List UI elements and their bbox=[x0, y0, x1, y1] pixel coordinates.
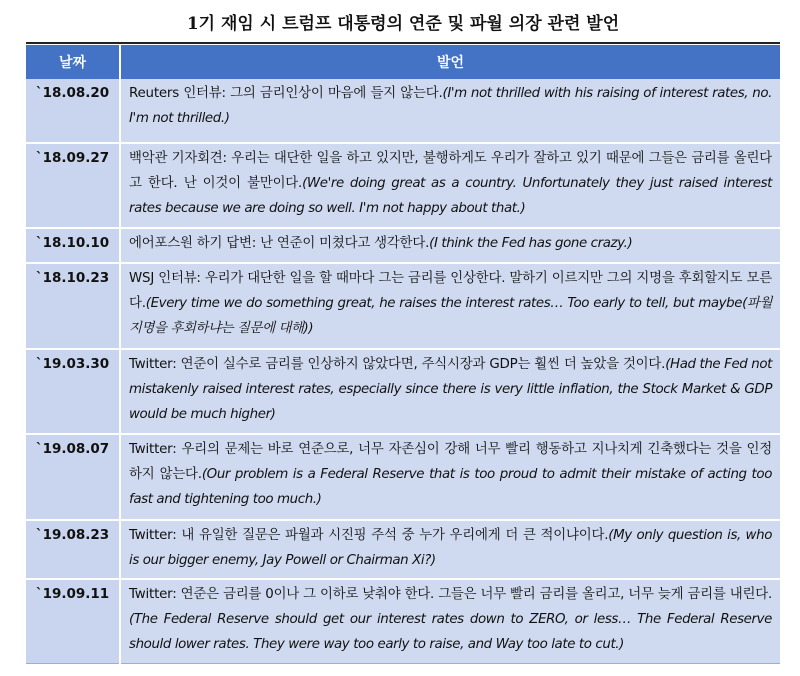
statement-english: (Had the Fed not mistakenly raised interest rates, especially since there is very little inflation, the Stock Market & GDP would be much higher) bbox=[129, 357, 772, 422]
row-statement bbox=[120, 263, 780, 349]
statement-korean: WSJ 인터뷰: 우리가 대단한 일을 할 때마다 그는 금리를 인상한다. 말하기 이르지만 그의 지명을 후회할지도 모른다. bbox=[129, 271, 772, 311]
statement-english: (Every time we do something great, he raises the interest rates… Too early to tell, but maybe(파월 지명을 후회하냐는 질문에 대해)) bbox=[129, 296, 772, 336]
row-statement bbox=[120, 520, 780, 579]
table-row bbox=[26, 228, 780, 263]
header-date: 날짜 bbox=[26, 45, 120, 79]
row-statement bbox=[120, 143, 780, 228]
statement-english: (I think the Fed has gone crazy.) bbox=[429, 236, 633, 251]
row-statement bbox=[120, 434, 780, 520]
table-row bbox=[26, 79, 780, 143]
document-title: 1기 재임 시 트럼프 대통령의 연준 및 파월 의장 관련 발언 bbox=[26, 0, 780, 44]
row-date: `18.09.27 bbox=[26, 143, 120, 228]
row-date: `18.10.23 bbox=[26, 263, 120, 349]
document bbox=[26, 0, 780, 664]
statement-korean: 에어포스원 하기 답변: 난 연준이 미쳤다고 생각한다. bbox=[129, 236, 430, 251]
table-row bbox=[26, 579, 780, 664]
statement-english: (The Federal Reserve should get our interest rates down to ZERO, or less… The Federal Reserve should lower rates. They were way too early to raise, and Way too late to cut.) bbox=[129, 612, 772, 652]
table-row bbox=[26, 349, 780, 434]
table-row bbox=[26, 520, 780, 579]
row-date: `18.10.10 bbox=[26, 228, 120, 263]
table-row bbox=[26, 143, 780, 228]
statement-korean: Reuters 인터뷰: 그의 금리인상이 마음에 들지 않는다. bbox=[129, 86, 443, 101]
row-statement bbox=[120, 228, 780, 263]
row-statement bbox=[120, 579, 780, 664]
statement-english: (My only question is, who is our bigger enemy, Jay Powell or Chairman Xi?) bbox=[129, 528, 772, 568]
statements-table bbox=[26, 45, 780, 664]
row-date: `19.09.11 bbox=[26, 579, 120, 664]
table-row bbox=[26, 263, 780, 349]
row-date: `19.03.30 bbox=[26, 349, 120, 434]
statement-korean: Twitter: 연준이 실수로 금리를 인상하지 않았다면, 주식시장과 GDP는 훨씬 더 높았을 것이다. bbox=[129, 357, 666, 372]
table-row bbox=[26, 434, 780, 520]
header-statement: 발언 bbox=[120, 45, 780, 79]
row-statement bbox=[120, 79, 780, 143]
statement-korean: Twitter: 우리의 문제는 바로 연준으로, 너무 자존심이 강해 너무 빨리 행동하고 지나치게 긴축했다는 것을 인정하지 않는다. bbox=[129, 442, 772, 482]
statement-korean: Twitter: 연준은 금리를 0이나 그 이하로 낮춰야 한다. 그들은 너무 빨리 금리를 올리고, 너무 늦게 금리를 내린다. bbox=[129, 587, 772, 602]
row-date: `19.08.23 bbox=[26, 520, 120, 579]
statement-english: (Our problem is a Federal Reserve that is too proud to admit their mistake of acting too fast and tightening too much.) bbox=[129, 467, 772, 507]
statement-korean: 백악관 기자회견: 우리는 대단한 일을 하고 있지만, 불행하게도 우리가 잘하고 있기 때문에 그들은 금리를 올린다고 한다. 난 이것이 불만이다. bbox=[129, 151, 772, 191]
row-statement bbox=[120, 349, 780, 434]
table-header-row bbox=[26, 45, 780, 79]
statement-english: (I'm not thrilled with his raising of interest rates, no. I'm not thrilled.) bbox=[129, 86, 772, 126]
statement-korean: Twitter: 내 유일한 질문은 파월과 시진핑 주석 중 누가 우리에게 더 큰 적이냐이다. bbox=[129, 528, 609, 543]
row-date: `19.08.07 bbox=[26, 434, 120, 520]
row-date: `18.08.20 bbox=[26, 79, 120, 143]
statement-english: (We're doing great as a country. Unfortunately they just raised interest rates because we are doing so well. I'm not happy about that.) bbox=[129, 176, 772, 216]
